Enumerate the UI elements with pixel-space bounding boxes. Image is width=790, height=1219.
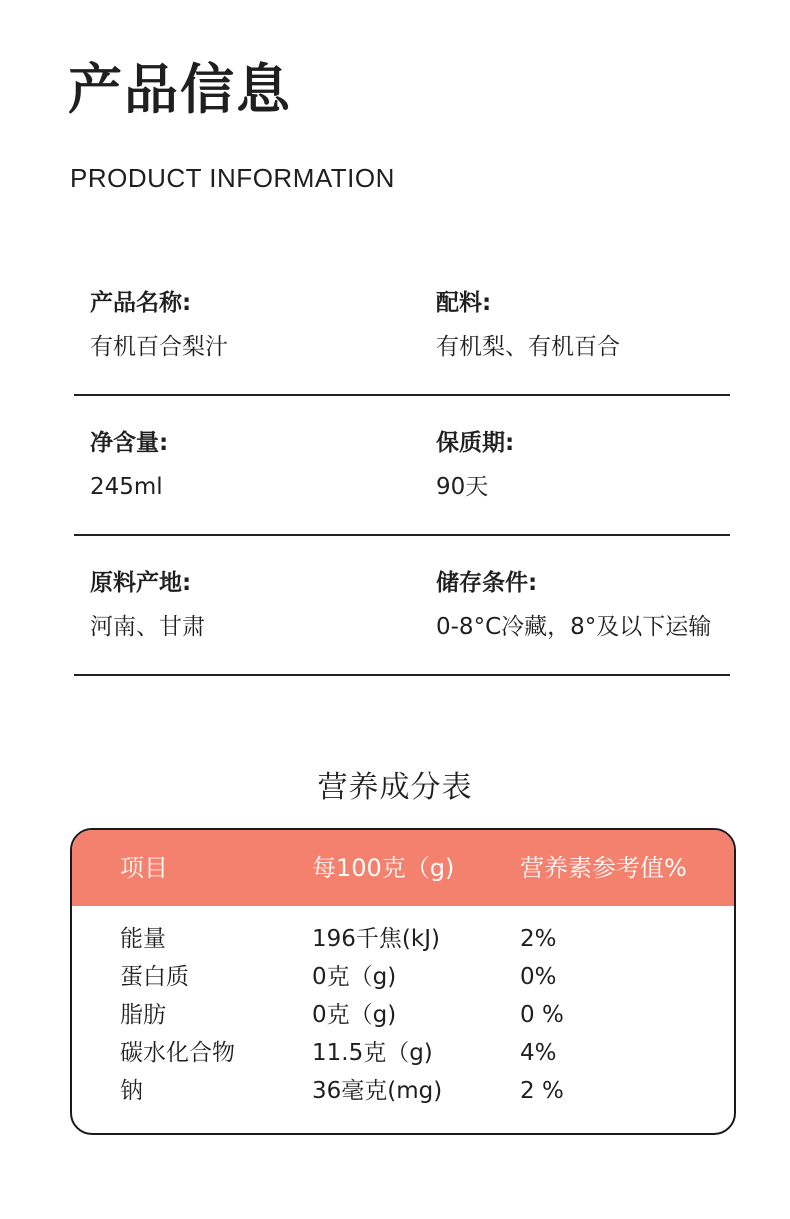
info-label: 保质期:: [436, 430, 515, 456]
info-cell-storage: [436, 566, 711, 644]
cell-item: 脂肪: [120, 1002, 166, 1028]
nutrition-table-header: [72, 830, 734, 906]
cell-nrv: 4%: [520, 1040, 557, 1066]
info-cell-origin: [90, 566, 205, 644]
cell-item: 碳水化合物: [120, 1040, 235, 1066]
nutrition-table-body: [72, 906, 734, 1110]
header-nrv: 营养素参考值%: [520, 854, 687, 882]
info-row: [74, 256, 730, 396]
cell-nrv: 0%: [520, 964, 557, 990]
info-value: 有机梨、有机百合: [436, 334, 620, 360]
info-value: 0-8°C冷藏，8°及以下运输: [436, 614, 712, 640]
cell-nrv: 2%: [520, 926, 557, 952]
header-item: 项目: [120, 854, 168, 882]
info-value: 245ml: [90, 474, 163, 500]
nutrition-table: [70, 828, 736, 1135]
info-label: 产品名称:: [90, 290, 192, 316]
info-label: 净含量:: [90, 430, 169, 456]
cell-per-100g: 11.5克（g): [312, 1040, 433, 1066]
table-row: [72, 1072, 734, 1110]
table-row: [72, 1034, 734, 1072]
table-row: [72, 958, 734, 996]
cell-per-100g: 36毫克(mg): [312, 1078, 443, 1104]
table-row: [72, 920, 734, 958]
cell-per-100g: 0克（g): [312, 1002, 397, 1028]
table-row: [72, 996, 734, 1034]
nutrition-title: 营养成分表: [317, 770, 473, 805]
cell-per-100g: 196千焦(kJ): [312, 926, 440, 952]
info-cell-net-content: [90, 426, 168, 504]
info-value: 90天: [436, 474, 489, 500]
product-info-grid: [74, 256, 730, 676]
info-cell-shelf-life: [436, 426, 514, 504]
info-row: [74, 536, 730, 676]
cell-nrv: 2 %: [520, 1078, 564, 1104]
page-title: 产品信息: [68, 58, 292, 121]
cell-per-100g: 0克（g): [312, 964, 397, 990]
info-cell-product-name: [90, 286, 228, 364]
info-label: 储存条件:: [436, 570, 538, 596]
info-value: 河南、甘肃: [90, 614, 205, 640]
page-subtitle: PRODUCT INFORMATION: [70, 163, 395, 193]
cell-item: 蛋白质: [120, 964, 189, 990]
cell-item: 钠: [120, 1078, 143, 1104]
info-value: 有机百合梨汁: [90, 334, 228, 360]
info-row: [74, 396, 730, 536]
header-per-100g: 每100克（g): [312, 854, 455, 882]
info-cell-ingredients: [436, 286, 620, 364]
cell-item: 能量: [120, 926, 166, 952]
info-label: 配料:: [436, 290, 492, 316]
cell-nrv: 0 %: [520, 1002, 564, 1028]
info-label: 原料产地:: [90, 570, 192, 596]
